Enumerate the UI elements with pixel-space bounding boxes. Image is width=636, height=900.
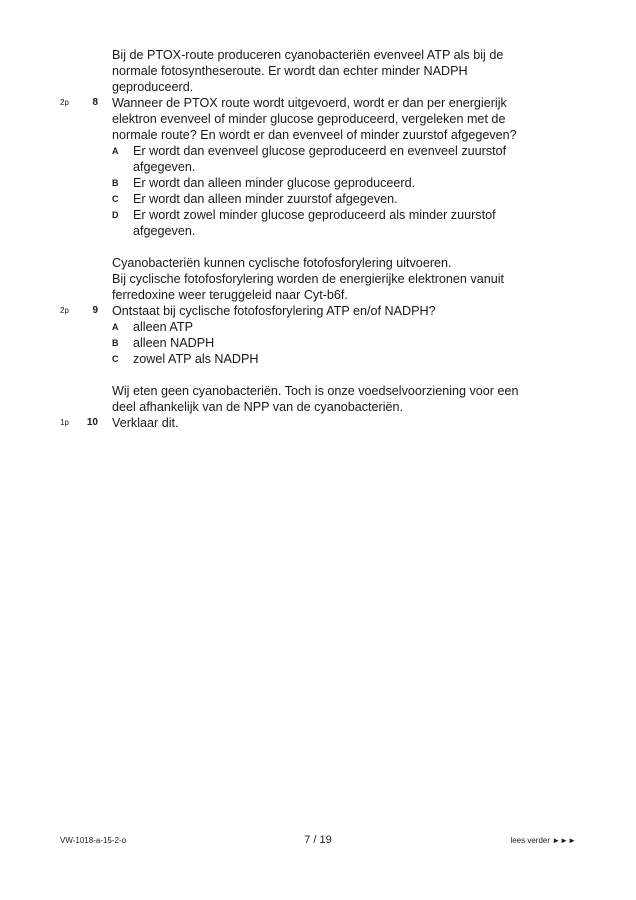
q9-option-b-line-1: alleen NADPH — [133, 336, 215, 350]
footer-page-number: 7 / 19 — [304, 834, 332, 846]
q8-option-d-letter: D — [112, 210, 119, 220]
q9-number: 9 — [92, 305, 98, 316]
intro-q10-line-1: Wij eten geen cyanobacteriën. Toch is onze voedselvoorziening voor een — [112, 384, 519, 398]
q8-option-d-line-1: Er wordt zowel minder glucose geproduceerd als minder zuurstof — [133, 208, 496, 222]
intro-q9-line-2: Bij cyclische fotofosforylering worden de energierijke elektronen vanuit — [112, 272, 505, 286]
intro-q9-line-3: ferredoxine weer teruggeleid naar Cyt-b6f. — [112, 288, 348, 302]
q8-option-d-line-2: afgegeven. — [133, 224, 196, 238]
intro-q10-line-2: deel afhankelijk van de NPP van de cyanobacteriën. — [112, 400, 404, 414]
q8-option-b-line-1: Er wordt dan alleen minder glucose geproduceerd. — [133, 176, 416, 190]
q8-option-a-line-2: afgegeven. — [133, 160, 196, 174]
q9-question-line-1: Ontstaat bij cyclische fotofosforylering ATP en/of NADPH? — [112, 304, 436, 318]
footer-lees-verder: lees verder ►►► — [510, 836, 576, 845]
footer-exam-code: VW-1018-a-15-2-o — [60, 836, 127, 845]
intro-q8-line-3: geproduceerd. — [112, 80, 194, 94]
q9-option-c-line-1: zowel ATP als NADPH — [133, 352, 259, 366]
intro-q8-line-2: normale fotosyntheseroute. Er wordt dan echter minder NADPH — [112, 64, 468, 78]
q8-option-c-line-1: Er wordt dan alleen minder zuurstof afgegeven. — [133, 192, 398, 206]
q10-points: 1p — [60, 418, 69, 427]
q9-option-b-letter: B — [112, 338, 119, 348]
q10-question-line-1: Verklaar dit. — [112, 416, 179, 430]
q8-option-a-line-1: Er wordt dan evenveel glucose geproduceerd en evenveel zuurstof — [133, 144, 507, 158]
q9-points: 2p — [60, 306, 69, 315]
q9-option-c-letter: C — [112, 354, 119, 364]
q8-question-line-1: Wanneer de PTOX route wordt uitgevoerd, wordt er dan per energierijk — [112, 96, 507, 110]
q8-points: 2p — [60, 98, 69, 107]
q8-question-line-3: normale route? En wordt er dan evenveel of minder zuurstof afgegeven? — [112, 128, 517, 142]
q8-question-line-2: elektron evenveel of minder glucose geproduceerd, vergeleken met de — [112, 112, 506, 126]
q9-option-a-line-1: alleen ATP — [133, 320, 193, 334]
q8-option-c-letter: C — [112, 194, 119, 204]
intro-q8-line-1: Bij de PTOX-route produceren cyanobacteriën evenveel ATP als bij de — [112, 48, 504, 62]
q10-number: 10 — [86, 417, 98, 428]
q8-option-b-letter: B — [112, 178, 119, 188]
q8-option-a-letter: A — [112, 146, 119, 156]
q8-number: 8 — [92, 97, 98, 108]
q9-option-a-letter: A — [112, 322, 119, 332]
intro-q9-line-1: Cyanobacteriën kunnen cyclische fotofosforylering uitvoeren. — [112, 256, 452, 270]
